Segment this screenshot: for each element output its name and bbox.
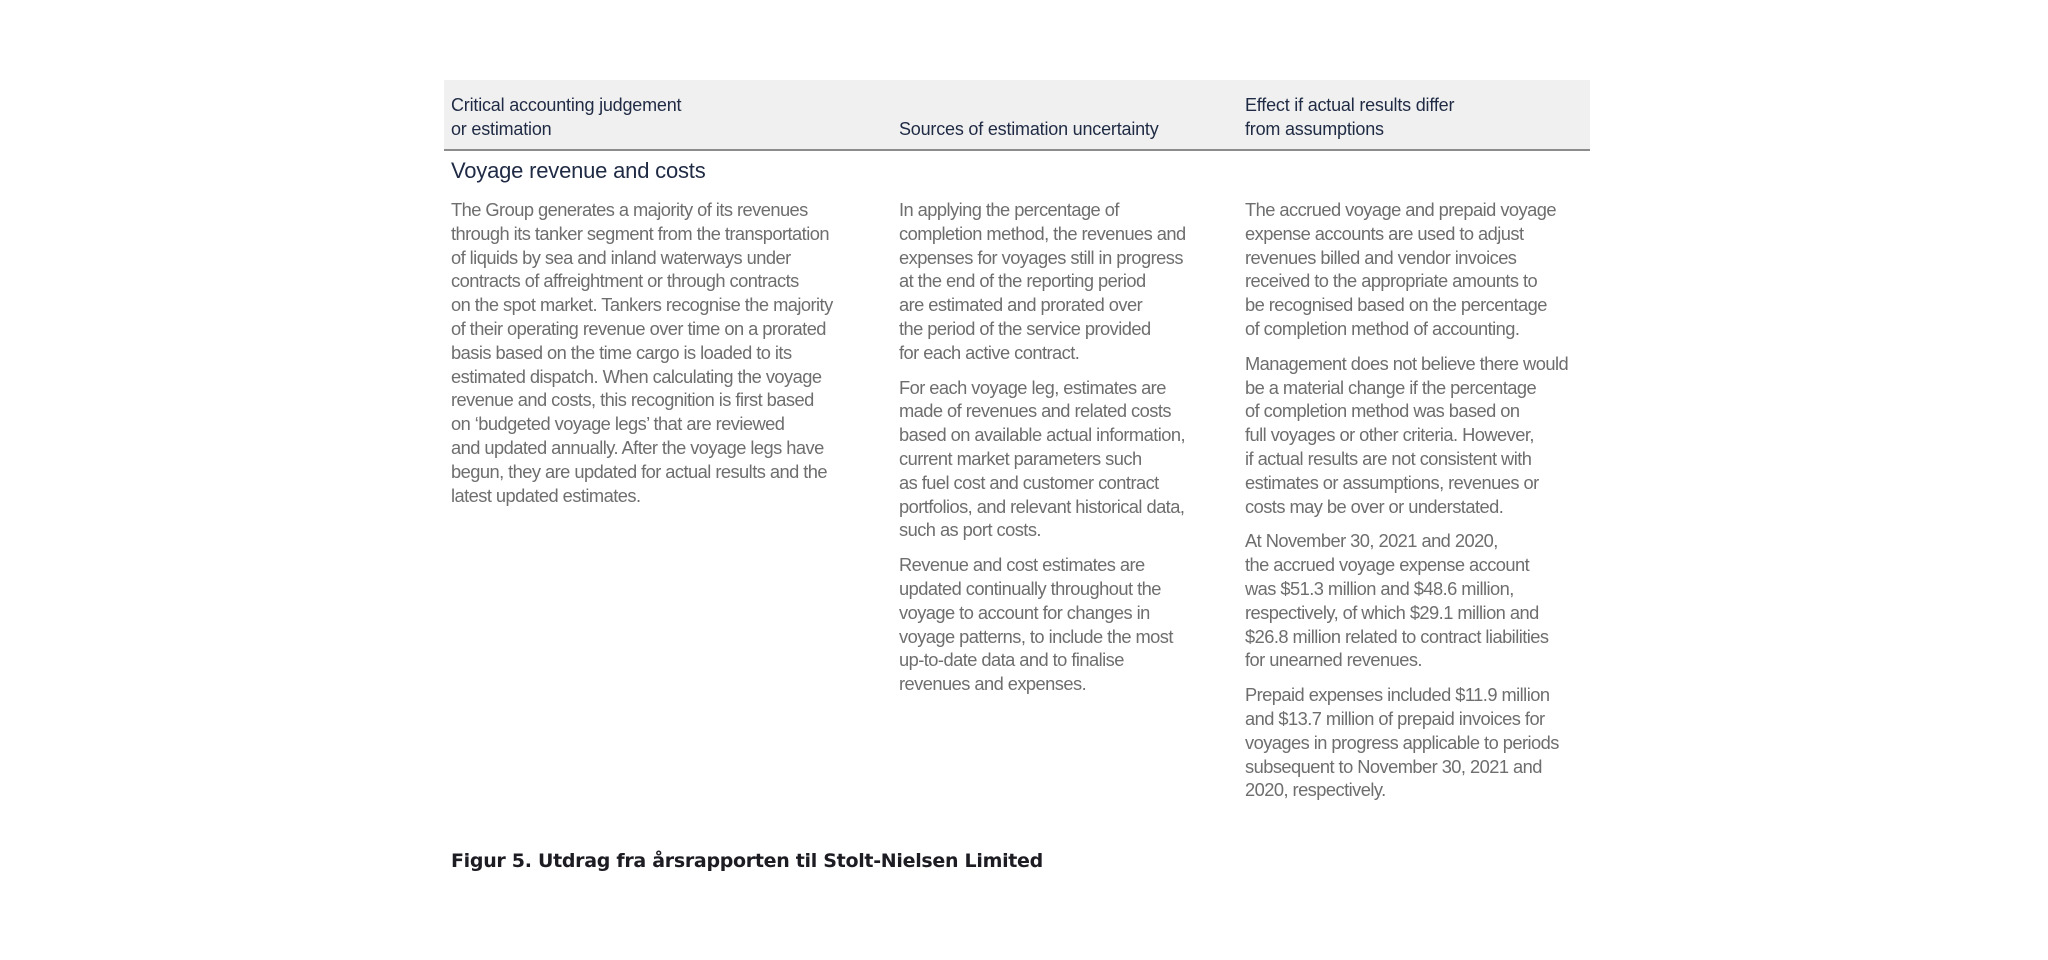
paragraph: At November 30, 2021 and 2020, the accrued voyage expense account was $51.3 million and $48.6 million, respectively, of which $29.1 million and $26.8 million related to contract liabilities for unearned revenues. [1245,530,1549,671]
paragraph: In applying the percentage of completion method, the revenues and expenses for voyages still in progress at the end of the reporting period are estimated and prorated over the period of the service provided for each active contract. [899,199,1186,363]
column-judgement [451,198,881,518]
paragraph: The Group generates a majority of its revenues through its tanker segment from the transportation of liquids by sea and inland waterways under contracts of affreightment or through contracts on the spot market. Tankers recognise the majority of their operating revenue over time on a prorated basis based on the time cargo is loaded to its estimated dispatch. When calculating the voyage revenue and costs, this recognition is first based on ‘budgeted voyage legs’ that are reviewed and updated annually. After the voyage legs have begun, they are updated for actual results and the latest updated estimates. [451,199,833,506]
accounting-judgements-table [444,80,1590,801]
paragraph: Management does not believe there would be a material change if the percentage of completion method was based on full voyages or other criteria. However, if actual results are not consistent with estimates or assumptions, revenues or costs may be over or understated. [1245,352,1569,517]
section-title: Voyage revenue and costs [451,158,706,183]
paragraph: The accrued voyage and prepaid voyage expense accounts are used to adjust revenues billed and vendor invoices received to the appropriate amounts to be recognised based on the percentage of completion method of accounting. [1245,199,1556,339]
column-effect [1245,198,1590,813]
column-uncertainty [899,198,1229,707]
paragraph: Prepaid expenses included $11.9 million and $13.7 million of prepaid invoices for voyages in progress applicable to periods subsequent to November 30, 2021 and 2020, respectively. [1245,684,1559,801]
paragraph: Revenue and cost estimates are updated continually throughout the voyage to account for changes in voyage patterns, to include the most up-to-date data and to finalise revenues and expenses. [899,554,1173,695]
paragraph: For each voyage leg, estimates are made of revenues and related costs based on available actual information, current market parameters such as fuel cost and customer contract portfolios, and relevant historical data, such as port costs. [899,376,1186,541]
column-header-effect: Effect if actual results differ from assumptions [1245,95,1455,139]
column-header-judgement: Critical accounting judgement or estimation [451,95,682,139]
column-header-uncertainty: Sources of estimation uncertainty [899,119,1159,139]
figure-caption: Figur 5. Utdrag fra årsrapporten til Stolt-Nielsen Limited [451,850,1043,872]
table-header [444,80,1590,151]
